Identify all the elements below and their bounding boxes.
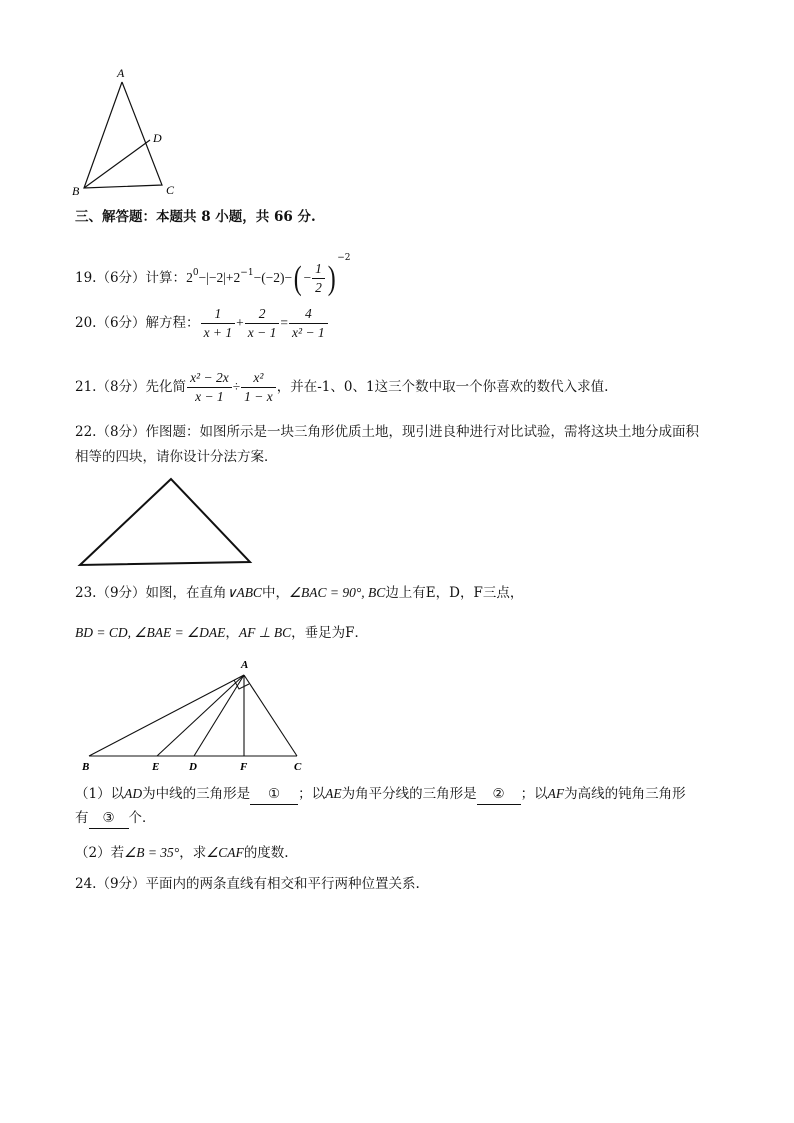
segment-ea	[157, 675, 244, 756]
land-triangle-figure	[70, 472, 265, 572]
question-21	[75, 370, 608, 405]
question-23-part-1-line-2	[75, 808, 156, 829]
p1-af: AF	[547, 786, 565, 801]
label-a: A	[117, 66, 125, 80]
answer-blank-3[interactable]: ③	[89, 808, 129, 829]
label-f: F	[240, 761, 248, 773]
q19-exp-a: 0	[192, 268, 199, 278]
label-d: D	[189, 761, 197, 773]
p2-c: 的度数.	[243, 845, 289, 861]
q21-suffix: ，并在-1、0、1这三个数中取一个你喜欢的数代入求值.	[276, 379, 609, 395]
p2-angle-b: ∠B = 35°	[124, 845, 180, 860]
question-24: 24.（9分）平面内的两条直线有相交和平行两种位置关系.	[75, 876, 420, 892]
question-19	[75, 248, 350, 296]
q21-f1-num: x² − 2x	[187, 370, 232, 388]
q20-f3-den: x² − 1	[292, 325, 325, 340]
question-22-line-1: 22.（8分）作图题：如图所示是一块三角形优质土地，现引进良种进行对比试验，需将这块土地分成面积	[75, 424, 700, 440]
p1-c: ；以	[298, 786, 326, 802]
p1-e: ；以	[520, 786, 548, 802]
p1-g: 有	[75, 810, 89, 826]
p2-angle-caf: ∠CAF	[206, 845, 244, 860]
q23-conditions: BD = CD, ∠BAE = ∠DAE	[75, 625, 226, 640]
right-triangle-figure	[70, 656, 320, 776]
land-triangle	[80, 479, 250, 565]
q19-frac-num: 1	[312, 261, 325, 279]
q20-plus: +	[236, 315, 244, 330]
section-title: 三、解答题：本题共 8 小题，共 66 分.	[75, 209, 316, 225]
p1-ad: AD	[124, 786, 143, 801]
q21-f1-den: x − 1	[195, 389, 224, 404]
q21-f2-num: x²	[241, 370, 276, 388]
q21-prefix: 21.（8分）先化简	[75, 379, 187, 395]
label-e: E	[152, 761, 160, 773]
q20-prefix: 20.（6分）解方程：	[75, 315, 200, 331]
p1-f: 为高线的钝角三角形	[564, 786, 686, 802]
q19-paren-open: (	[293, 259, 302, 297]
q21-divide: ÷	[232, 379, 241, 394]
q20-equals: =	[280, 315, 289, 330]
p1-a: （1）以	[75, 786, 125, 802]
question-23-line-1	[75, 583, 523, 603]
q19-minus: −	[303, 270, 312, 285]
q19-fraction	[312, 261, 325, 296]
question-23-line-2	[75, 623, 368, 643]
q20-f2-den: x − 1	[247, 325, 277, 340]
q23-perpendicular: AF ⊥ BC	[238, 625, 292, 640]
q19-expr-c: −(−2)−	[253, 270, 293, 285]
answer-blank-2[interactable]: ②	[477, 784, 521, 805]
q19-prefix: 19.（6分）计算：	[75, 270, 187, 286]
q19-paren-close: )	[327, 259, 336, 297]
triangle-abd-figure	[65, 62, 195, 202]
q23-suffix: 边上有E，D，F三点，	[385, 585, 524, 601]
q20-fraction-3	[289, 306, 328, 341]
q21-fraction-1	[187, 370, 232, 405]
label-b: B	[72, 184, 80, 198]
segment-bd	[84, 140, 150, 188]
q19-frac-den: 2	[315, 280, 322, 295]
p2-a: （2）若	[75, 845, 125, 861]
q20-fraction-2	[245, 306, 280, 341]
label-a: A	[241, 659, 249, 671]
p1-h: 个．	[128, 810, 156, 826]
q23-foot: ，垂足为F．	[291, 625, 369, 641]
question-23-part-2	[75, 843, 289, 863]
q20-f1-num: 1	[201, 306, 236, 324]
q20-f2-num: 2	[245, 306, 280, 324]
triangle-abc-edges	[84, 82, 162, 188]
question-20	[75, 306, 329, 341]
q19-expr-b: −|−2|+2	[198, 270, 241, 285]
question-23-part-1-line-1	[75, 784, 686, 805]
question-22-line-2: 相等的四块，请你设计分法方案．	[75, 449, 278, 465]
q19-base: 2	[186, 270, 193, 285]
p1-d: 为角平分线的三角形是	[341, 786, 477, 802]
label-b: B	[82, 761, 90, 773]
label-c: C	[294, 761, 302, 773]
label-d: D	[153, 131, 162, 145]
p2-b: ，求	[179, 845, 207, 861]
q23-sep: ，	[225, 625, 239, 641]
label-c: C	[166, 183, 175, 197]
q20-fraction-1	[201, 306, 236, 341]
q23-prefix: 23.（9分）如图，在直角	[75, 585, 227, 601]
q19-exp-b: −1	[240, 268, 254, 278]
p1-b: 为中线的三角形是	[142, 786, 251, 802]
q21-f2-den: 1 − x	[244, 389, 273, 404]
q23-angle: ∠BAC = 90°, BC	[288, 585, 386, 600]
q20-f1-den: x + 1	[203, 325, 233, 340]
q23-triangle: ∨ABC	[226, 585, 262, 600]
segment-ba	[89, 675, 244, 756]
answer-blank-1[interactable]: ①	[250, 784, 298, 805]
q23-mid: 中，	[261, 585, 289, 601]
segment-ca	[244, 675, 297, 756]
q21-fraction-2	[241, 370, 276, 405]
segment-da	[194, 675, 244, 756]
p1-ae: AE	[325, 786, 342, 801]
q20-f3-num: 4	[289, 306, 328, 324]
q19-exp-c: −2	[337, 253, 351, 263]
